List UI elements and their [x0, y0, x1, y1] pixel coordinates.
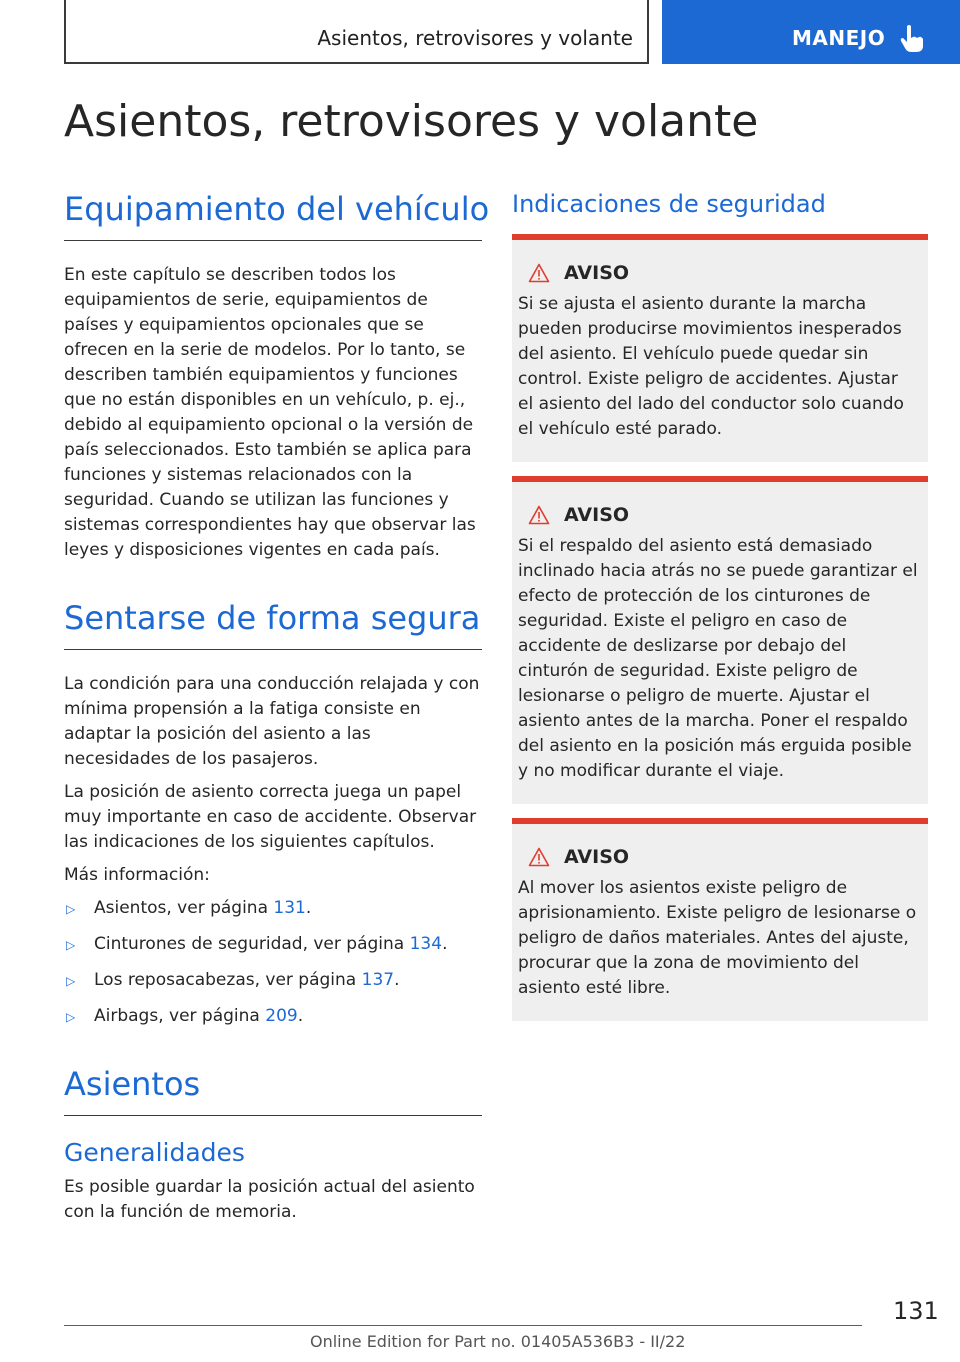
header-tab[interactable]	[662, 0, 960, 64]
page-link[interactable]: 137	[361, 970, 395, 990]
section-text-generalidades: Es posible guardar la posición actual del asiento con la función de memoria.	[64, 1177, 475, 1222]
triangle-bullet-icon: ▷	[66, 902, 76, 916]
section-text-sentarse-2: La posición de asiento correcta juega un papel muy importante en caso de accidente. Observar las indicaciones de los siguientes capítulos.	[64, 782, 477, 852]
warning-box	[512, 818, 928, 1021]
header-tab-label: MANEJO	[792, 26, 886, 50]
page-link[interactable]: 134	[409, 934, 443, 954]
left-column	[64, 190, 490, 1233]
section-title-asientos: Asientos	[64, 1065, 482, 1116]
list-item: ▷ Cinturones de seguridad, ver página 134.	[64, 932, 482, 957]
section-text-sentarse-1: La condición para una conducción relajada y con mínima propensión a la fatiga consiste en adaptar la posición del asiento a las necesidades de los pasajeros.	[64, 674, 480, 769]
triangle-bullet-icon: ▷	[66, 1010, 76, 1024]
warning-box	[512, 234, 928, 462]
section-text-equipamiento: En este capítulo se describen todos los equipamientos de serie, equipamientos de países y equipamientos opcionales que se ofrecen en la serie de modelos. Por lo tanto, se describen también equipamientos y funciones que no están disponibles en un vehículo, p. ej., debido al equipamiento opcional o la versión de país seleccionados. Esto también se aplica para funciones y sistemas relacionados con la seguridad. Cuando se utilizan las funciones y sistemas correspondientes hay que observar las leyes y disposiciones vigentes en cada país.	[64, 265, 476, 560]
hand-pointer-icon	[899, 24, 925, 54]
warning-triangle-icon	[528, 847, 550, 867]
section-title-equipamiento: Equipamiento del vehículo	[64, 190, 482, 241]
footer-divider	[64, 1325, 862, 1326]
warning-text: Al mover los asientos existe peligro de aprisionamiento. Existe peligro de lesionarse o peligro de daños materiales. Antes del ajuste, procurar que la zona de movimiento del asiento esté libre.	[518, 878, 917, 998]
reference-list	[64, 896, 482, 1029]
header-chapter-title: Asientos, retrovisores y volante	[317, 26, 633, 50]
triangle-bullet-icon: ▷	[66, 974, 76, 988]
section-title-seguridad: Indicaciones de seguridad	[512, 190, 826, 218]
triangle-bullet-icon: ▷	[66, 938, 76, 952]
warning-text: Si el respaldo del asiento está demasiado inclinado hacia atrás no se puede garantizar el efecto de protección de los cinturones de seguridad. Existe el peligro en caso de accidente de deslizarse por debajo del cinturón de seguridad. Existe peligro de lesionarse o peligro de muerte. Ajustar el asiento antes de la marcha. Poner el respaldo del asiento en la posición más erguida posible y no modificar durante el viaje.	[518, 536, 918, 781]
footer-edition: Online Edition for Part no. 01405A536B3 - II/22	[310, 1332, 686, 1351]
right-column	[512, 190, 928, 1035]
warning-triangle-icon	[528, 263, 550, 283]
page-number: 131	[893, 1297, 939, 1325]
warning-triangle-icon	[528, 505, 550, 525]
list-item: ▷ Los reposacabezas, ver página 137.	[64, 968, 482, 993]
section-title-sentarse: Sentarse de forma segura	[64, 599, 482, 650]
warning-label: AVISO	[564, 504, 630, 526]
subsection-title-generalidades: Generalidades	[64, 1138, 245, 1167]
warning-text: Si se ajusta el asiento durante la marcha pueden producirse movimientos inesperados del asiento. El vehículo puede quedar sin control. Existe peligro de accidentes. Ajustar el asiento del lado del conductor solo cuando el vehículo esté parado.	[518, 294, 904, 439]
warning-label: AVISO	[564, 262, 630, 284]
page-link[interactable]: 209	[265, 1006, 298, 1026]
page-title: Asientos, retrovisores y volante	[64, 96, 759, 147]
header-chapter-box	[64, 0, 649, 64]
list-item: ▷ Airbags, ver página 209.	[64, 1004, 482, 1029]
page-link[interactable]: 131	[273, 898, 306, 918]
more-info-label: Más información:	[64, 865, 210, 885]
warning-label: AVISO	[564, 846, 630, 868]
warning-box	[512, 476, 928, 804]
list-item: ▷ Asientos, ver página 131.	[64, 896, 482, 921]
